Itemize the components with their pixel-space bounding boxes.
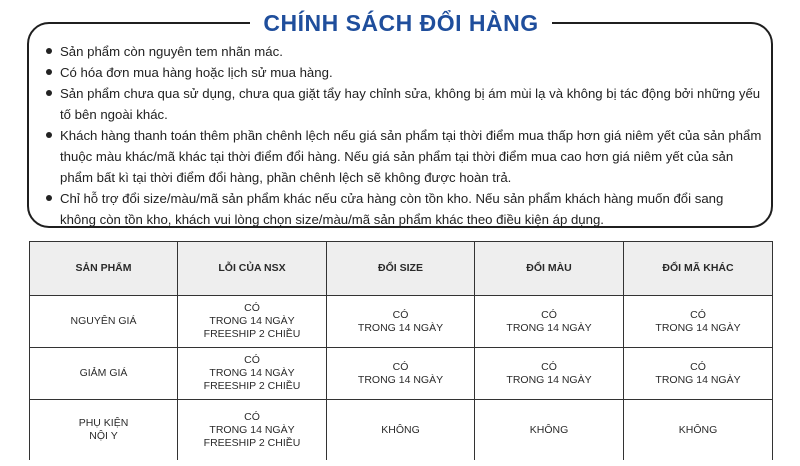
cell-line: KHÔNG xyxy=(678,423,718,436)
cell-line: CÓ xyxy=(392,308,409,321)
cell-line: CÓ xyxy=(244,410,260,423)
cell-line: NGUYÊN GIÁ xyxy=(70,315,137,327)
policy-list xyxy=(42,41,762,230)
table-cell-size xyxy=(327,348,475,400)
cell-line: TRONG 14 NGÀY xyxy=(357,373,444,386)
header-product: SẢN PHẨM xyxy=(30,242,178,296)
cell-line: CÓ xyxy=(541,308,557,321)
table-cell-product xyxy=(30,400,178,461)
cell-line: KHÔNG xyxy=(529,423,569,436)
header-defect: LỖI CỦA NSX xyxy=(178,242,327,296)
table-cell-defect xyxy=(178,296,327,348)
cell-line: NỘI Y xyxy=(89,430,118,442)
table-cell-other xyxy=(624,348,773,400)
cell-line: FREESHIP 2 CHIỀU xyxy=(203,328,301,340)
cell-line: TRONG 14 NGÀY xyxy=(506,321,592,334)
cell-line: CÓ xyxy=(244,354,260,366)
table-cell-size xyxy=(327,400,475,461)
cell-line: KHÔNG xyxy=(381,423,420,436)
cell-line: CÓ xyxy=(690,308,706,321)
cell-line: CÓ xyxy=(244,302,260,314)
header-other: ĐỔI MÃ KHÁC xyxy=(624,242,773,296)
table-header-row xyxy=(30,242,773,296)
cell-line: CÓ xyxy=(690,360,706,373)
table-row xyxy=(30,348,773,400)
table-cell-defect xyxy=(178,348,327,400)
policy-item: Chỉ hỗ trợ đổi size/màu/mã sản phẩm khác nếu cửa hàng còn tồn kho. Nếu sản phẩm khách hàng muốn đổi sang không còn tồn kho, khách vui lòng chọn size/màu/mã sản phẩm khác theo điều kiện áp dụng. xyxy=(42,188,762,230)
table-cell-product xyxy=(30,348,178,400)
table-cell-other xyxy=(624,296,773,348)
cell-line: TRONG 14 NGÀY xyxy=(209,423,295,436)
table-cell-defect xyxy=(178,400,327,461)
table-cell-product xyxy=(30,296,178,348)
table-row xyxy=(30,400,773,461)
cell-line: TRONG 14 NGÀY xyxy=(506,373,592,386)
table-cell-color xyxy=(475,400,624,461)
header-size: ĐỔI SIZE xyxy=(327,242,475,296)
header-color: ĐỔI MÀU xyxy=(475,242,624,296)
table-cell-size xyxy=(327,296,475,348)
cell-line: PHỤ KIỆN xyxy=(78,417,129,429)
cell-line: CÓ xyxy=(392,360,409,373)
table-cell-other xyxy=(624,400,773,461)
cell-line: FREESHIP 2 CHIỀU xyxy=(203,380,301,392)
policy-item: Sản phẩm còn nguyên tem nhãn mác. xyxy=(42,41,762,62)
policy-item: Khách hàng thanh toán thêm phần chênh lệch nếu giá sản phẩm tại thời điểm mua thấp hơn giá niêm yết của sản phẩm thuộc màu khác/mã khác tại thời điểm đổi hàng. Nếu giá sản phẩm tại thời điểm mua cao hơn giá niêm yết của sản phẩm bất kì tại thời điểm đổi hàng, phần chênh lệch sẽ không được hoàn trả. xyxy=(42,125,762,188)
policy-item: Có hóa đơn mua hàng hoặc lịch sử mua hàng. xyxy=(42,62,762,83)
cell-line: TRONG 14 NGÀY xyxy=(209,367,295,379)
exchange-table xyxy=(29,241,773,460)
cell-line: GIẢM GIÁ xyxy=(79,367,128,379)
cell-line: TRONG 14 NGÀY xyxy=(655,321,741,334)
policy-item: Sản phẩm chưa qua sử dụng, chưa qua giặt tẩy hay chỉnh sửa, không bị ám mùi lạ và không bị tác động bởi những yếu tố bên ngoài khác. xyxy=(42,83,762,125)
cell-line: TRONG 14 NGÀY xyxy=(655,373,741,386)
table-row xyxy=(30,296,773,348)
table-cell-color xyxy=(475,348,624,400)
table-cell-color xyxy=(475,296,624,348)
cell-line: TRONG 14 NGÀY xyxy=(209,315,295,327)
cell-line: TRONG 14 NGÀY xyxy=(357,321,444,334)
cell-line: CÓ xyxy=(541,360,557,373)
page-title: CHÍNH SÁCH ĐỔI HÀNG xyxy=(250,6,552,40)
cell-line: FREESHIP 2 CHIỀU xyxy=(203,436,301,449)
